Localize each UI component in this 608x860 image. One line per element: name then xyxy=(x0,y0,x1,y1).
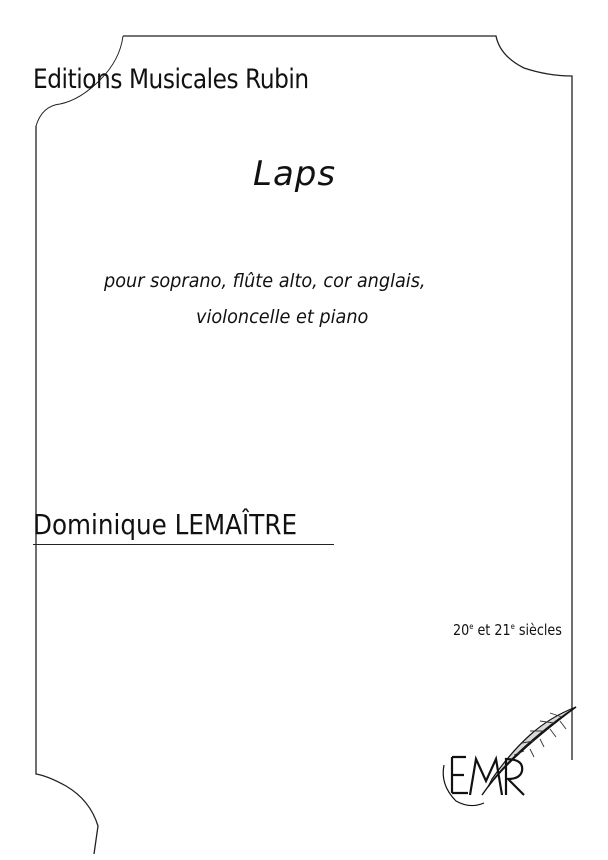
period-and: et xyxy=(473,621,495,639)
publisher-name: Editions Musicales Rubin xyxy=(33,64,309,95)
period-word: siècles xyxy=(514,621,562,639)
period-label xyxy=(453,621,562,639)
publisher-logo-quill-icon xyxy=(430,695,590,815)
century-20: 20 xyxy=(453,621,470,639)
work-title: Laps xyxy=(253,154,337,194)
instrumentation-line-1: pour soprano, flûte alto, cor anglais, xyxy=(104,270,426,292)
century-21: 21 xyxy=(494,621,511,639)
composer-underline xyxy=(33,544,334,545)
century-20-suffix: e xyxy=(469,622,474,631)
instrumentation-line-2: violoncelle et piano xyxy=(196,306,369,328)
century-21-suffix: e xyxy=(510,622,515,631)
composer-name: Dominique LEMAÎTRE xyxy=(33,508,298,541)
